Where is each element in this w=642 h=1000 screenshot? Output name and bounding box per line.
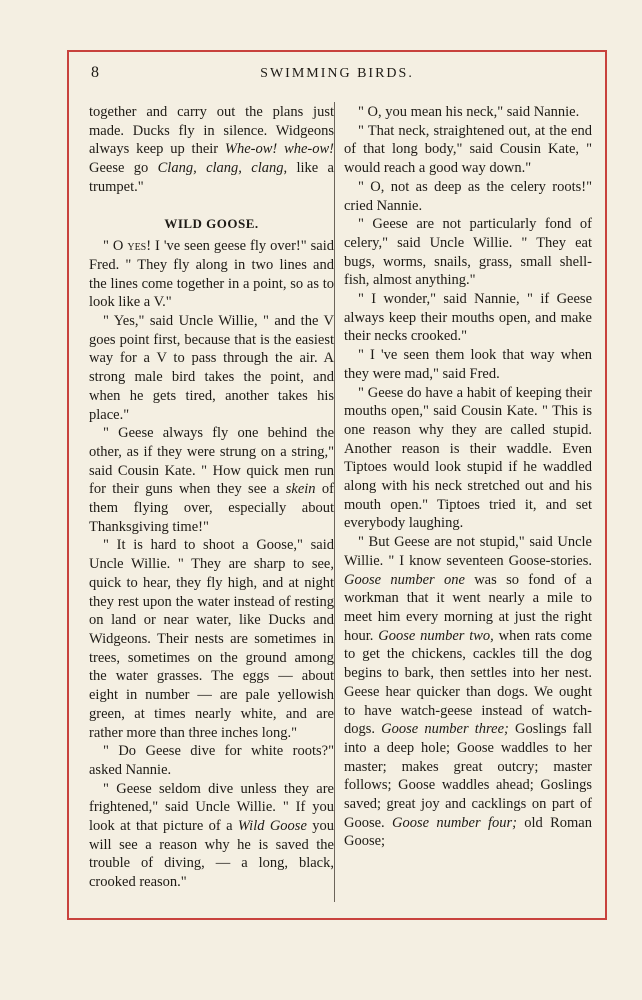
paragraph: together and carry out the plans just made. Ducks fly in silence. Widgeons always keep up their Whe-ow! whe-ow! Geese go Clang, clang, clang, like a trumpet." — [89, 104, 335, 195]
paragraph: " Geese always fly one behind the other, as if they were strung on a string," said Cousin Kate. " How quick men run for their guns when they see a skein of them flying over, especially about Thanksgiving time!" — [89, 425, 334, 535]
right-column — [344, 103, 592, 851]
paragraph: " That neck, straightened out, at the end of that long body," said Cousin Kate, " would reach a good way down." — [344, 122, 592, 177]
paragraph: " Geese seldom dive unless they are frightened," said Uncle Willie. " If you look at that picture of a Wild Goose you will see a reason why he is saved the trouble of diving, — a long, black, crooked reason." — [89, 780, 334, 891]
paragraph: " O, not as deep as the celery roots!" cried Nannie. — [344, 178, 592, 214]
paragraph: " I 've seen them look that way when they were mad," said Fred. — [344, 347, 592, 382]
column-divider — [334, 102, 335, 902]
page-number: 8 — [91, 64, 99, 81]
paragraph: " It is hard to shoot a Goose," said Uncle Willie. " They are sharp to see, quick to hear, they fly high, and at night they rest upon the water instead of resting on land or near water, like Ducks and Widgeons. Their nests are sometimes in trees, sometimes on the ground among the water grasses. The eggs — about eight in number — are pale yellowish green, at times nearly white, and are rather more than three inches long." — [89, 537, 334, 741]
paragraph: " I wonder," said Nannie, " if Geese always keep their mouths open, and make their necks crooked." — [344, 291, 592, 345]
paragraph: " Yes," said Uncle Willie, " and the V goes point first, because that is the easiest way for a V to pass through the air. A strong male bird takes the point, and when he gets tired, another takes his place." — [89, 313, 334, 423]
paragraph: " Geese do have a habit of keeping their mouths open," said Cousin Kate. " This is one reason why they are called stupid. Another reason is their waddle. Even Tiptoes would look stupid if he waddled along with his neck stretched out and his mouth open." Tiptoes tried it, and set everybody laughing. — [344, 384, 592, 532]
paragraph: " O, you mean his neck," said Nannie. — [358, 104, 580, 120]
paragraph: " Geese are not particularly fond of celery," said Uncle Willie. " They eat bugs, worms, snails, grass, small shell-fish, almost anything." — [344, 216, 592, 289]
paragraph: " Do Geese dive for white roots?" asked Nannie. — [89, 743, 334, 778]
page-title: SWIMMING BIRDS. — [260, 66, 414, 81]
running-header — [91, 64, 583, 88]
paragraph: " O yes! I 've seen geese fly over!" said Fred. " They fly along in two lines and the lines come together in a point, so as to look like a V." — [89, 238, 334, 311]
paragraph: " But Geese are not stupid," said Uncle Willie. " I know seventeen Goose-stories. Goose number one was so fond of a workman that it went nearly a mile to meet him every morning at just the right hour. Goose number two, when rats come to get the chickens, cackles till the dog begins to bark, then settles into her nest. Geese hear quicker than dogs. We ought to have watch-geese instead of watch-dogs. Goose number three; Goslings fall into a deep hole; Goose waddles to her master; makes great outcry; master follows; Goose waddles ahead; Goslings saved; great joy and cacklings on part of Goose. Goose number four; old Roman Goose; — [344, 534, 593, 850]
page-frame — [67, 50, 607, 920]
section-heading: WILD GOOSE. — [164, 215, 259, 231]
left-column — [89, 103, 334, 892]
